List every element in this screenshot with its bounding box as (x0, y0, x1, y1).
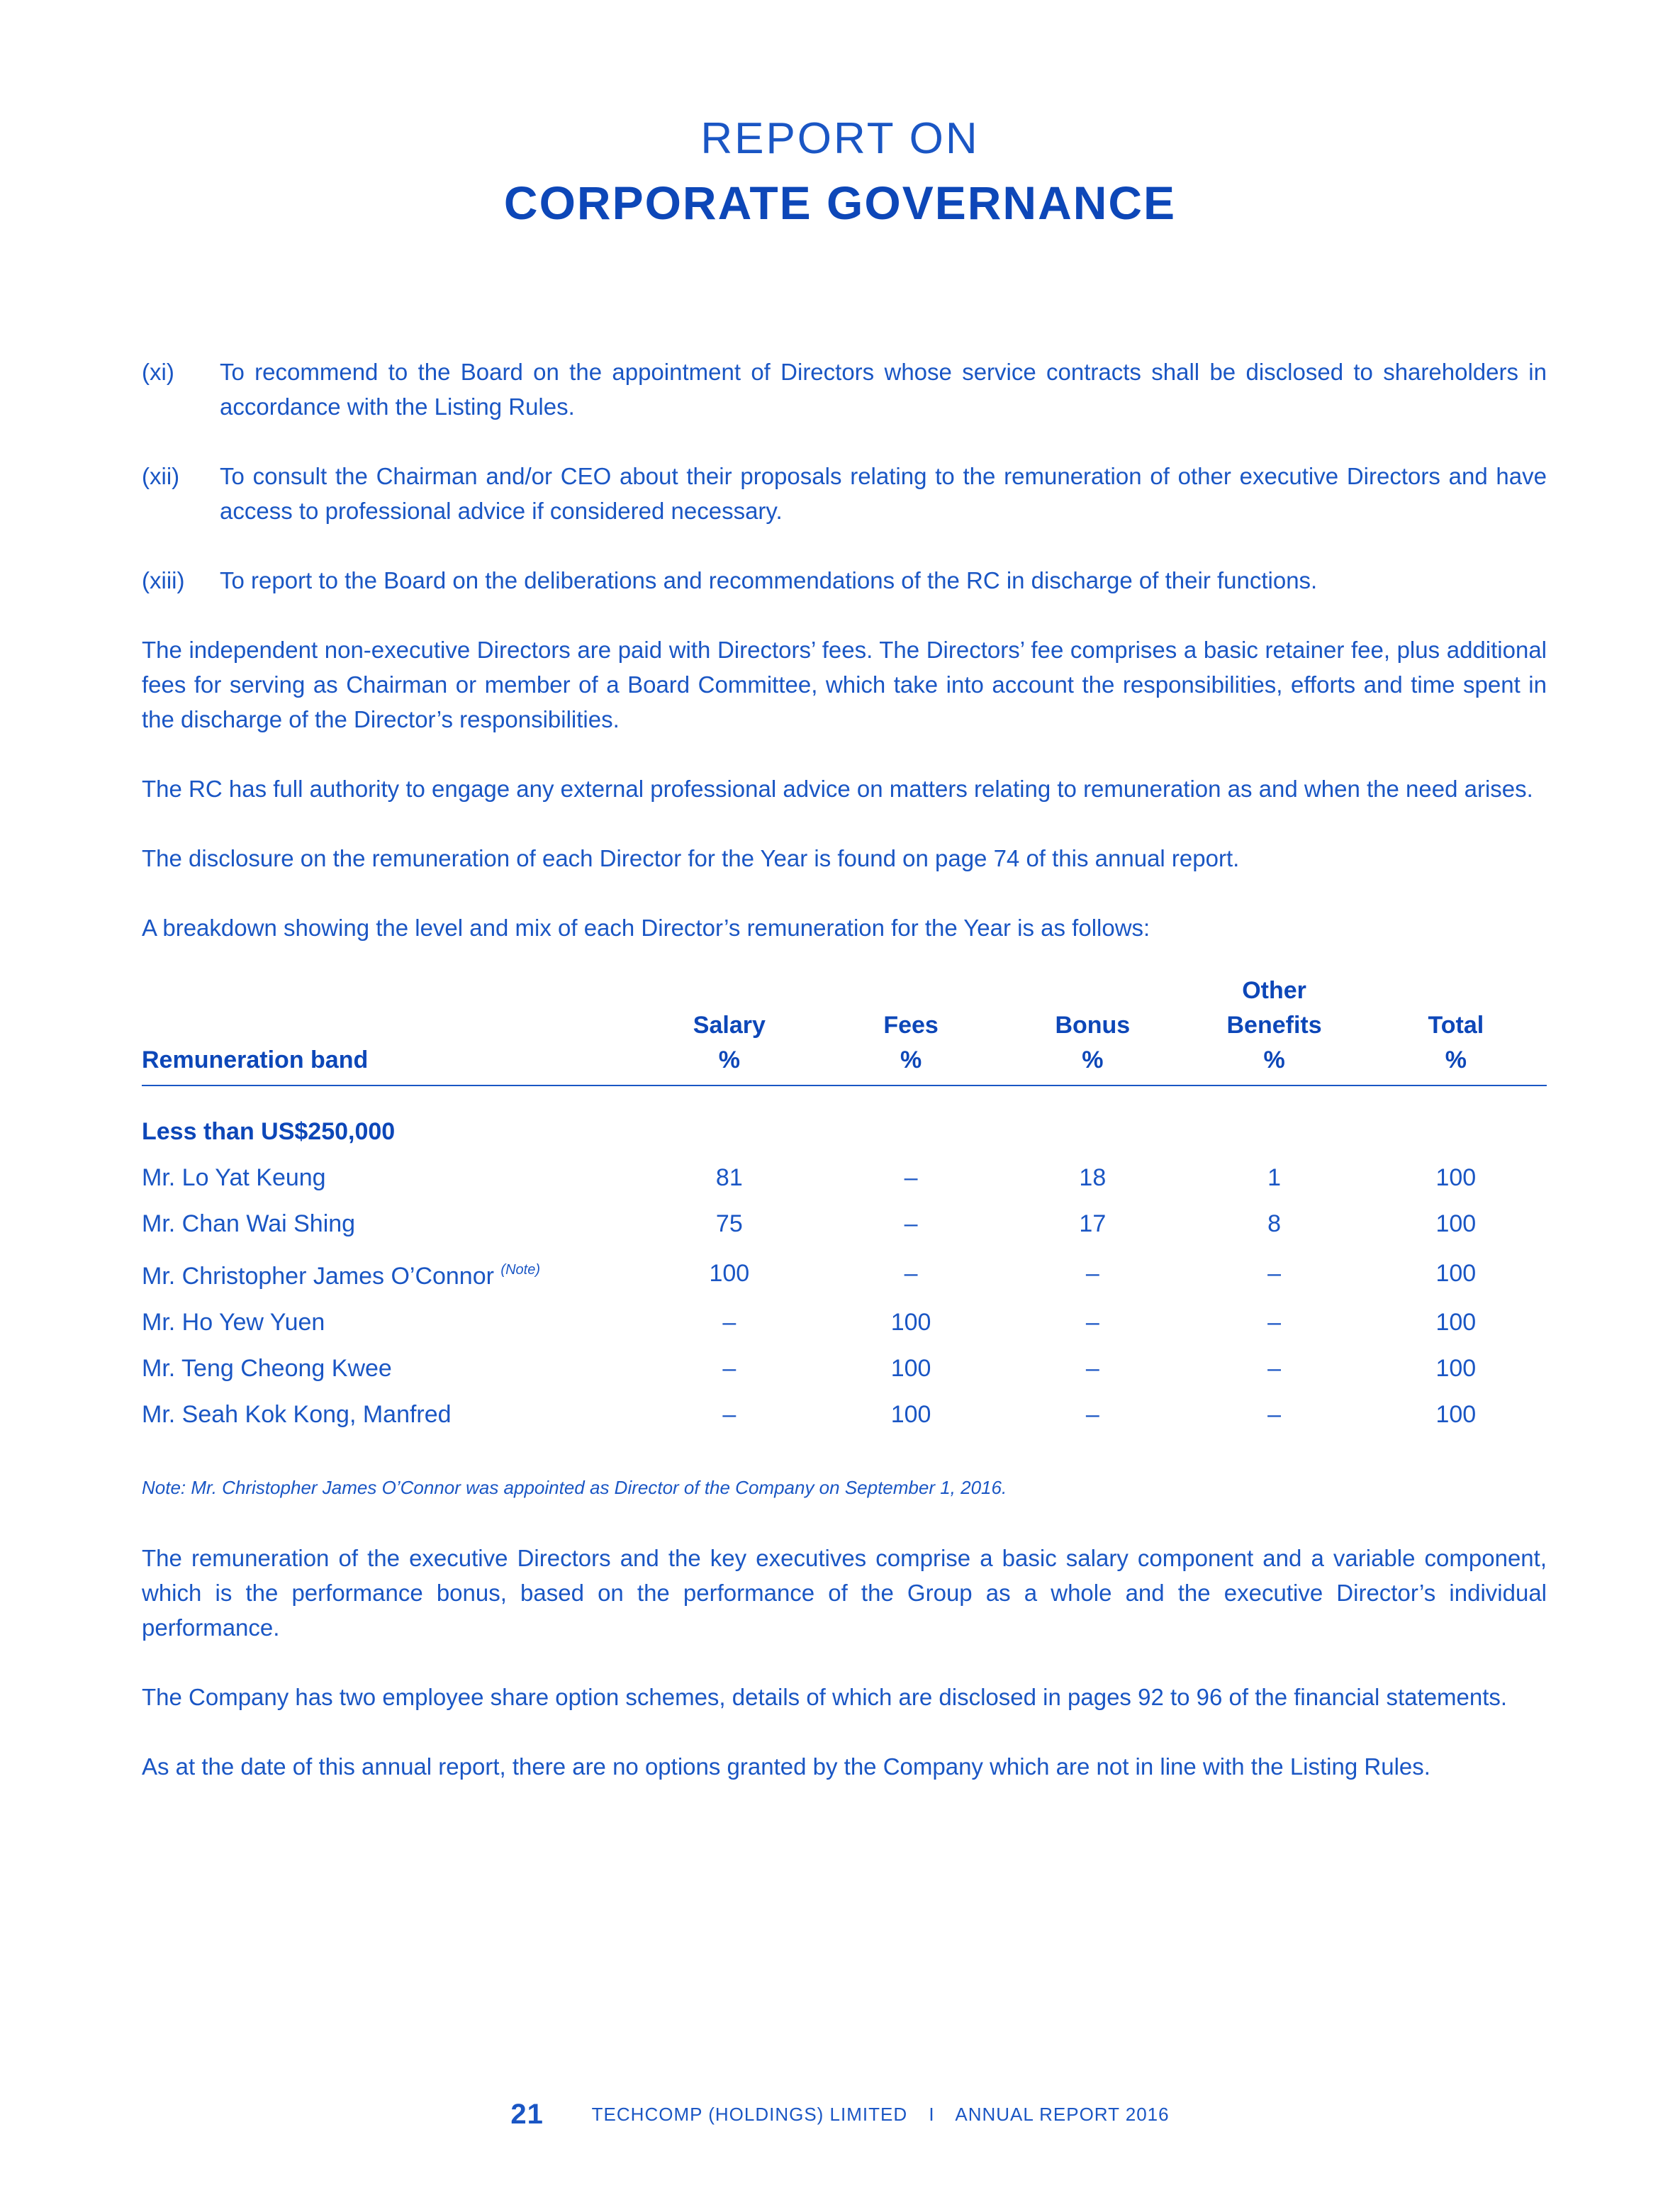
header-total-label: Total (1428, 1012, 1484, 1039)
item-number: (xii) (142, 463, 180, 489)
table-header-row (142, 973, 1547, 1085)
header-salary-unit: % (718, 1046, 740, 1073)
title-line-2: CORPORATE GOVERNANCE (503, 177, 1177, 229)
remuneration-table (142, 973, 1547, 1438)
salary-cell: – (722, 1355, 737, 1382)
salary-cell: – (722, 1309, 737, 1336)
bonus-cell: – (1085, 1309, 1099, 1336)
other-benefits-cell: 1 (1267, 1164, 1282, 1191)
list-item (142, 563, 1547, 598)
fees-cell: – (904, 1164, 918, 1191)
header-bonus (1002, 973, 1183, 1085)
director-name: Mr. Ho Yew Yuen (142, 1309, 325, 1336)
director-name-cell (142, 1247, 639, 1300)
total-cell: 100 (1435, 1309, 1477, 1336)
total-cell: 100 (1435, 1401, 1477, 1428)
header-other-label-2: Benefits (1226, 1012, 1322, 1039)
footer-report: ANNUAL REPORT 2016 (955, 2104, 1170, 2125)
other-benefits-cell: – (1267, 1259, 1282, 1287)
fees-cell: – (904, 1210, 918, 1237)
header-band (142, 973, 639, 1085)
table-row (142, 1392, 1547, 1438)
paragraph-rc-authority: The RC has full authority to engage any external professional advice on matters relating to remuneration as and when the need arises. (142, 776, 1533, 802)
band-row (142, 1085, 1547, 1155)
header-total-unit: % (1445, 1046, 1467, 1073)
paragraph-breakdown-intro: A breakdown showing the level and mix of each Director’s remuneration for the Year is as follows: (142, 915, 1150, 941)
paragraph-disclosure: The disclosure on the remuneration of each Director for the Year is found on page 74 of this annual report. (142, 845, 1240, 871)
fees-cell: – (904, 1259, 918, 1287)
header-band-label: Remuneration band (142, 1046, 369, 1073)
item-text: To report to the Board on the deliberations and recommendations of the RC in discharge of their functions. (220, 567, 1318, 593)
table-row (142, 1201, 1547, 1247)
header-fees-label: Fees (883, 1012, 939, 1039)
salary-cell: 75 (715, 1210, 743, 1237)
footer-separator: I (929, 2104, 935, 2125)
main-content (142, 355, 1547, 1819)
header-salary-label: Salary (693, 1012, 766, 1039)
other-benefits-cell: – (1267, 1355, 1282, 1382)
table-row (142, 1300, 1547, 1346)
table-row (142, 1346, 1547, 1392)
table-footnote: Note: Mr. Christopher James O’Connor was appointed as Director of the Company on September 1, 2016. (142, 1477, 1007, 1498)
paragraph-options-listing-rules: As at the date of this annual report, there are no options granted by the Company which are not in line with the Listing Rules. (142, 1753, 1430, 1780)
paragraph-directors-fees: The independent non-executive Directors are paid with Directors’ fees. The Directors’ fee comprises a basic retainer fee, plus additional fees for serving as Chairman or member of a Board Committee, which take into account the responsibilities, efforts and time spent in the discharge of the Director’s responsibilities. (142, 637, 1547, 732)
total-cell: 100 (1435, 1210, 1477, 1237)
header-other-unit: % (1263, 1046, 1285, 1073)
header-bonus-unit: % (1082, 1046, 1104, 1073)
director-name: Mr. Chan Wai Shing (142, 1210, 356, 1237)
salary-cell: – (722, 1401, 737, 1428)
fees-cell: 100 (890, 1401, 931, 1428)
director-name: Mr. Lo Yat Keung (142, 1164, 326, 1191)
table-row (142, 1155, 1547, 1201)
other-benefits-cell: – (1267, 1401, 1282, 1428)
total-cell: 100 (1435, 1164, 1477, 1191)
band-label: Less than US$250,000 (142, 1118, 396, 1145)
list-item (142, 355, 1547, 424)
header-salary (639, 973, 820, 1085)
footer-company: TECHCOMP (HOLDINGS) LIMITED (591, 2104, 908, 2125)
table-row (142, 1247, 1547, 1300)
page-footer (0, 2099, 1680, 2131)
bonus-cell: – (1085, 1259, 1099, 1287)
header-fees-unit: % (900, 1046, 922, 1073)
item-text: To recommend to the Board on the appointment of Directors whose service contracts shall be disclosed to shareholders in accordance with the Listing Rules. (220, 359, 1547, 420)
header-other-label-1: Other (1242, 977, 1306, 1004)
director-name: Mr. Christopher James O’Connor (142, 1263, 494, 1290)
fees-cell: 100 (890, 1309, 931, 1336)
bonus-cell: 18 (1079, 1164, 1107, 1191)
paragraph-executive-remuneration: The remuneration of the executive Directors and the key executives comprise a basic salary component and a variable component, which is the performance bonus, based on the performance of the Group as a whole and the executive Director’s individual performance. (142, 1545, 1547, 1641)
bonus-cell: – (1085, 1355, 1099, 1382)
director-name: Mr. Seah Kok Kong, Manfred (142, 1401, 452, 1428)
fees-cell: 100 (890, 1355, 931, 1382)
header-bonus-label: Bonus (1055, 1012, 1131, 1039)
paragraph-share-options: The Company has two employee share option schemes, details of which are disclosed in pages 92 to 96 of the financial statements. (142, 1684, 1508, 1710)
item-number: (xi) (142, 359, 174, 385)
bonus-cell: 17 (1079, 1210, 1107, 1237)
other-benefits-cell: 8 (1267, 1210, 1282, 1237)
page-number: 21 (510, 2099, 544, 2130)
header-other-benefits (1183, 973, 1365, 1085)
item-number: (xiii) (142, 567, 185, 593)
other-benefits-cell: – (1267, 1309, 1282, 1336)
title-line-1: REPORT ON (700, 114, 980, 163)
total-cell: 100 (1435, 1355, 1477, 1382)
bonus-cell: – (1085, 1401, 1099, 1428)
salary-cell: 100 (709, 1259, 750, 1287)
salary-cell: 81 (715, 1164, 743, 1191)
header-total (1365, 973, 1547, 1085)
item-text: To consult the Chairman and/or CEO about their proposals relating to the remuneration of other executive Directors and have access to professional advice if considered necessary. (220, 463, 1547, 524)
total-cell: 100 (1435, 1259, 1477, 1287)
header-fees (820, 973, 1002, 1085)
note-marker: (Note) (500, 1262, 540, 1278)
director-name: Mr. Teng Cheong Kwee (142, 1355, 392, 1382)
list-item (142, 459, 1547, 528)
